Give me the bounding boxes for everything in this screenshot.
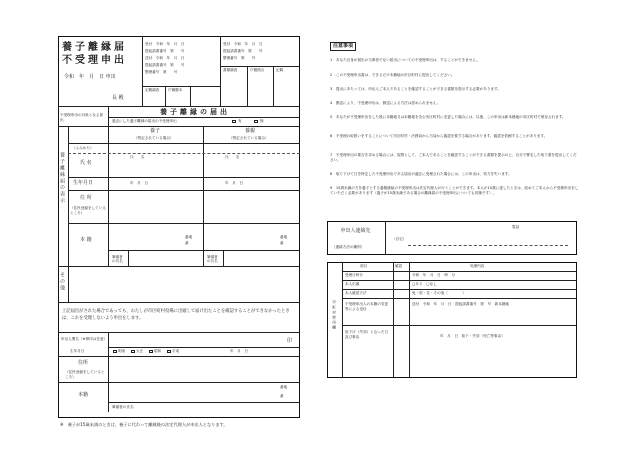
office-row-detail: 令和 年 月 日 時 分 (412, 273, 456, 277)
office-row-detail: 年 月 日 取下・失効（死亡等事由） (440, 334, 505, 338)
office-row-detail: 送付 令和 年 月 日 提起請書番号 第 号 新本籍地 (412, 302, 510, 306)
applicant-domicile-num2: 番 (280, 394, 284, 398)
office-row-item: 受理日時分 (345, 273, 363, 277)
adoptee-domicile-num: 番地 (280, 235, 288, 239)
era-showa-checkbox[interactable] (149, 350, 153, 354)
office-row-item: 不受理申出人の本籍の変更等による送付 (345, 302, 389, 312)
receipt-extra-row: 提起請書番号 第 号 (223, 49, 263, 53)
office-head-item: 項目 (360, 264, 368, 268)
office-row-item: 取下げ（失効）となった日及び事由 (345, 330, 389, 340)
note-item: 8 取り下げて日を特定した不受理申出である届出が適正に受理された場合には、この申出は、効力を失います。 (330, 172, 512, 176)
office-row-item: 本人出頭 (345, 282, 360, 286)
era-showa-label: 昭和 (154, 349, 162, 353)
adoptee-name-sub: 氏 名 (225, 155, 240, 159)
office-row-detail: 免・旅・住・その他（ ） (412, 291, 466, 295)
office-row-item: 本人確認方法 (345, 291, 367, 295)
receipt-entry-label: 書類調査 (223, 68, 238, 72)
adopter-label: 養子 (150, 128, 161, 134)
adoptee-domicile-num2: 番 (280, 241, 284, 245)
birth-label: 生年月日 (73, 180, 94, 186)
adopter-birth-value: 年 月 日 (130, 181, 148, 185)
address-note: （住民登録をしているところ） (70, 206, 106, 215)
note-item: 5 あなたが不受理申出をした後に本籍地又は本籍地を含む市区町村に変更した場合には、以後、この申出は新本籍地の市区町村で保存されます。 (330, 115, 566, 119)
adoptee-birth-value: 年 月 日 (225, 181, 243, 185)
applicant-domicile-label: 本籍 (78, 392, 89, 398)
past-request-label: 過去にした養子離縁の届出の不受理申出 (112, 119, 177, 123)
adoptee-label: 養親 (245, 128, 256, 134)
adoptee-note: （特定されている場合） (229, 136, 269, 140)
era-heisei-checkbox[interactable] (167, 350, 171, 354)
contact-phone-label: 電話 (512, 225, 520, 229)
name-label: 氏 名 (80, 160, 92, 166)
era-meiji-checkbox[interactable] (113, 350, 117, 354)
note-item: 1 あなた自身が届出の当事者でない届出についての不受理申出は、することができません。 (330, 58, 480, 62)
address-label: 住 所 (80, 195, 92, 201)
statement-text: 上記届出がされた場合であっても、わたしが市区町村役場に出頭して届け出たことを確認することができなかったときは、これを受理しないよう申出をします。 (62, 309, 290, 321)
era-taisho-checkbox[interactable] (131, 350, 135, 354)
receipt-doc-label: 戸籍謄本 (168, 88, 183, 92)
form-title-line1: 養子離縁届 (62, 42, 127, 53)
notes-title: 注意事項 (330, 42, 356, 51)
form-title-line2: 不受理申出 (62, 55, 127, 66)
applicant-head-label: 筆頭者の氏名 (112, 405, 134, 409)
era-taisho-label: 大正 (136, 349, 144, 353)
office-head-check: 確認 (395, 264, 403, 268)
contact-label: 申出人連絡先 (340, 228, 371, 234)
contact-box (327, 221, 577, 255)
receipt-extra-row: 整理番号 第 号 (223, 56, 256, 60)
receipt-row: 受付 令和 年 月 日 (145, 42, 185, 46)
receipt-stub-label: 記載調査 (145, 88, 160, 92)
furigana-label: （よみかた） (72, 146, 94, 150)
applicant-label: 申出人署名（※押印は任意） (61, 337, 108, 341)
past-yes-checkbox[interactable] (232, 120, 236, 124)
adopter-name-sub: 氏 名 (130, 155, 145, 159)
receipt-row: 提起請書番号 第 号 (145, 63, 185, 67)
era-meiji-label: 明治 (118, 349, 126, 353)
applicant-address-label: 住所 (78, 360, 89, 366)
request-date: 令和 年 月 日 申出 (64, 74, 116, 80)
office-row-detail: □あり □なし (412, 282, 437, 286)
receipt-row: 整理番号 第 号 (145, 70, 178, 74)
receipt-entry-label-2: 記載 (276, 68, 284, 72)
era-heisei-label: 平成 (172, 349, 180, 353)
left-form-frame (58, 36, 300, 418)
past-no-checkbox[interactable] (254, 120, 258, 124)
receipt-row: 送付 令和 年 月 日 (145, 56, 185, 60)
applicant-birth-label: 生年月日 (70, 349, 85, 353)
receipt-form-label: 戸籍照合 (250, 68, 265, 72)
applicant-address-note: （住民登録をしているところ） (65, 370, 105, 379)
receipt-row: 提起請書番号 第 号 (145, 49, 185, 53)
divorce-notice-side-label: 養子離縁届の表示 (59, 152, 65, 204)
note-item: 4 郵送により、不受理申出は、郵送による方法は認められません。 (330, 101, 441, 105)
contact-note: （連絡方法の種別） (332, 245, 365, 249)
adopter-domicile-num2: 番 (185, 241, 189, 245)
office-head-detail: 処理内容 (470, 264, 485, 268)
adopter-domicile-num: 番地 (185, 235, 193, 239)
contact-home-label: （自宅） (392, 237, 407, 241)
request-section-title: 養子離縁の届出 (160, 108, 230, 116)
receipt-extra-row: 受付 令和 年 月 日 (223, 42, 263, 46)
note-item: 7 不受理申出の要否を求める場合には、規則として、ご本人であることを確認することができる書類を提示の上、自分で署名した取下書を提出してください。 (330, 153, 577, 163)
target-label: 不受理申出の対象となる届出 (60, 113, 104, 122)
past-yes-label: 有 (238, 119, 242, 123)
applicant-domicile-num: 番地 (280, 385, 288, 389)
adoptee-head-label: 筆頭者の氏名 (207, 255, 218, 264)
note-item: 6 不受理の取扱いをすることについて市区町村・法務局から当局から確認を要する場合があります。確認を依頼することがあります。 (330, 134, 548, 138)
note-item: 9 15歳未満の方を養子とする養親縁組の不受理申出は法定代理人が行うことができます。本人が15歳に達したときは、改めてご本人から不受理申出をしていただく必要があります（養子が15歳未満である場合の離縁届の不受理申出についても同様です）。 (330, 186, 579, 196)
applicant-birth-date: 年 月 日 (230, 349, 248, 353)
footnote: ※ 養子が15歳未満のときは、養子に代わって離縁後の法定代理人が申出人となります。 (60, 422, 228, 427)
adopter-note: （特定されている場合） (134, 136, 174, 140)
domicile-label: 本 籍 (80, 237, 92, 243)
office-side-label: 市町村使用欄 (332, 300, 337, 331)
applicant-seal: 印 (287, 338, 293, 344)
addressee-chief: 長 殿 (112, 95, 124, 101)
note-item: 3 提出にあたっては、申出人ご本人であることを確認することができる書類を提示する必要があります。 (330, 87, 501, 91)
adopter-head-label: 筆頭者の氏名 (112, 255, 123, 264)
other-label: その他 (59, 272, 65, 292)
past-no-label: 無 (260, 119, 264, 123)
note-item: 2 この不受理申出書は、できるだけ本籍地の市区町村に提出してください。 (330, 73, 455, 77)
